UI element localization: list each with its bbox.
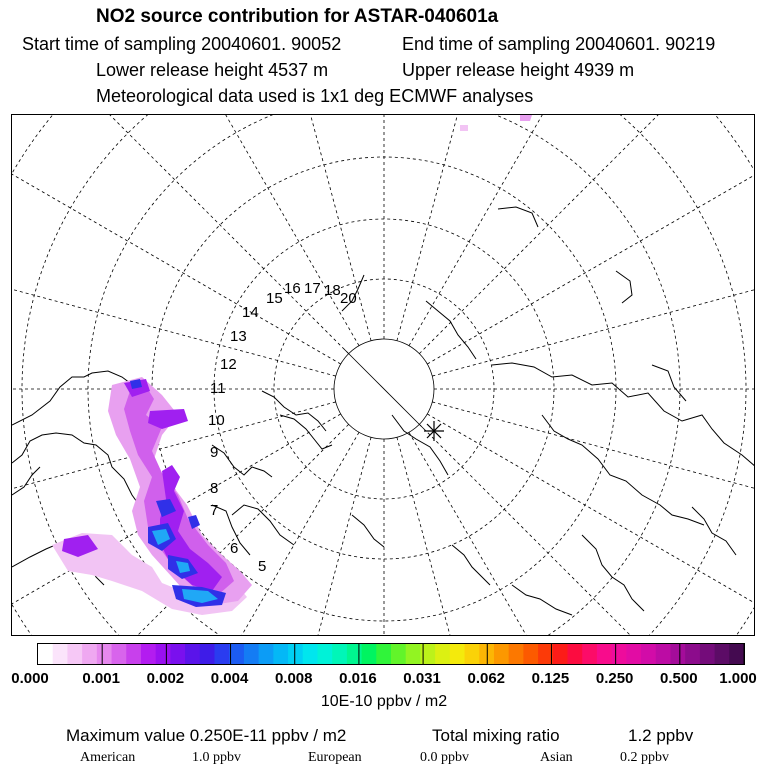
plume-contour <box>520 115 532 121</box>
color-scale-swatch <box>700 644 715 664</box>
color-scale-swatch <box>273 644 288 664</box>
longitude-line <box>427 115 755 364</box>
color-scale-tick-label: 0.125 <box>531 670 570 687</box>
color-scale-swatch <box>626 644 641 664</box>
color-scale-swatch <box>229 644 244 664</box>
color-scale-swatch <box>303 644 318 664</box>
asian-label: Asian <box>540 750 573 765</box>
upper-height-label: Upper release height 4939 m <box>402 60 635 80</box>
color-scale-swatch <box>494 644 509 664</box>
color-scale-swatch <box>465 644 480 664</box>
american-label: American <box>80 750 136 765</box>
color-scale-swatch <box>141 644 156 664</box>
map-svg <box>12 115 755 636</box>
color-scale-swatch <box>97 644 112 664</box>
time-labels <box>208 280 357 575</box>
color-scale-swatch <box>170 644 185 664</box>
color-scale-swatch <box>406 644 421 664</box>
time-label: 5 <box>258 558 267 575</box>
time-label: 9 <box>210 444 219 461</box>
release-marker <box>424 421 444 441</box>
time-label: 15 <box>266 290 283 307</box>
color-scale-swatch <box>38 644 53 664</box>
color-scale-tick-label: 0.000 <box>11 670 49 687</box>
time-label: 13 <box>230 328 247 345</box>
pole-line <box>344 349 424 429</box>
american-value: 1.0 ppbv <box>192 750 241 765</box>
start-time-label: Start time of sampling 20040601. 90052 <box>22 34 342 54</box>
color-scale-swatch <box>450 644 465 664</box>
time-label: 7 <box>210 502 219 519</box>
max-value-label: Maximum value 0.250E-11 ppbv / m2 <box>66 726 347 745</box>
longitude-line <box>432 208 755 376</box>
color-scale-swatch <box>215 644 230 664</box>
longitude-line <box>432 402 755 570</box>
color-scale-swatch <box>509 644 524 664</box>
color-scale-swatch <box>317 644 332 664</box>
european-value: 0.0 ppbv <box>420 750 469 765</box>
european-label: European <box>308 750 362 765</box>
time-label: 10 <box>208 412 225 429</box>
color-scale-swatch <box>185 644 200 664</box>
color-scale-swatch <box>67 644 82 664</box>
color-scale-tick-label: 0.062 <box>467 670 506 687</box>
color-scale-tick-label: 0.031 <box>403 670 441 687</box>
color-scale-swatch <box>582 644 597 664</box>
asian-value: 0.2 ppbv <box>620 750 669 765</box>
total-mixing-value: 1.2 ppbv <box>628 726 694 745</box>
longitude-line <box>397 115 565 341</box>
color-scale-swatch <box>156 644 171 664</box>
color-scale-tick-label: 0.002 <box>146 670 185 687</box>
longitude-line <box>12 115 349 354</box>
color-scale-swatch <box>523 644 538 664</box>
color-scale-swatch <box>126 644 141 664</box>
color-scale-unit: 10E-10 ppbv / m2 <box>320 693 448 710</box>
color-scale-swatch <box>332 644 347 664</box>
color-scale-swatch <box>597 644 612 664</box>
color-scale-swatch <box>568 644 583 664</box>
color-scale-swatch <box>347 644 362 664</box>
color-scale-swatch <box>553 644 568 664</box>
map-title: NO2 source contribution for ASTAR-040601a <box>96 6 499 27</box>
no2-plume <box>52 115 532 615</box>
color-scale-tick-label: 0.004 <box>210 670 249 687</box>
color-scale-swatch <box>112 644 127 664</box>
longitude-line <box>397 437 565 636</box>
time-label: 17 <box>304 280 321 297</box>
time-label: 16 <box>284 280 301 297</box>
end-time-label: End time of sampling 20040601. 90219 <box>402 34 716 54</box>
color-scale-bar <box>37 643 745 665</box>
color-scale-tick-label: 0.016 <box>339 670 377 687</box>
time-label: 6 <box>230 540 239 557</box>
longitude-line <box>12 115 341 364</box>
time-label: 14 <box>242 304 259 321</box>
map-panel <box>11 114 755 636</box>
color-scale-swatch <box>376 644 391 664</box>
color-scale-swatch <box>362 644 377 664</box>
color-scale-swatch <box>435 644 450 664</box>
color-scale-swatch <box>244 644 259 664</box>
color-scale-swatch <box>288 644 303 664</box>
color-scale-svg <box>38 644 744 664</box>
color-scale-tick-label: 0.250 <box>595 670 634 687</box>
color-scale-swatch <box>656 644 671 664</box>
color-scale-swatch <box>612 644 627 664</box>
color-scale-tick-label: 0.500 <box>660 670 698 687</box>
color-scale-swatch <box>259 644 274 664</box>
longitude-line <box>427 414 755 636</box>
longitude-line <box>34 115 359 346</box>
color-scale-swatch <box>729 644 744 664</box>
color-scale-tick-label: 1.000 <box>719 670 757 687</box>
time-label: 18 <box>324 282 341 299</box>
plume-contour <box>460 125 468 131</box>
time-label: 8 <box>210 480 219 497</box>
total-mixing-label: Total mixing ratio <box>432 726 560 745</box>
time-label: 11 <box>210 380 226 397</box>
longitude-line <box>409 115 734 346</box>
longitude-line <box>419 115 755 354</box>
color-scale-swatch <box>53 644 68 664</box>
color-scale-swatch <box>670 644 685 664</box>
time-label: 20 <box>340 290 357 307</box>
color-scale-swatch <box>391 644 406 664</box>
color-scale-tick-label: 0.001 <box>82 670 120 687</box>
color-scale-swatch <box>82 644 97 664</box>
color-scale-swatch <box>685 644 700 664</box>
color-scale-swatch <box>200 644 215 664</box>
time-label: 12 <box>220 356 237 373</box>
lower-height-label: Lower release height 4537 m <box>96 60 329 80</box>
color-scale-swatch <box>715 644 730 664</box>
met-data-label: Meteorological data used is 1x1 deg ECMWF analyses <box>96 86 534 106</box>
color-scale-swatch <box>641 644 656 664</box>
color-scale-tick-label: 0.008 <box>274 670 313 687</box>
